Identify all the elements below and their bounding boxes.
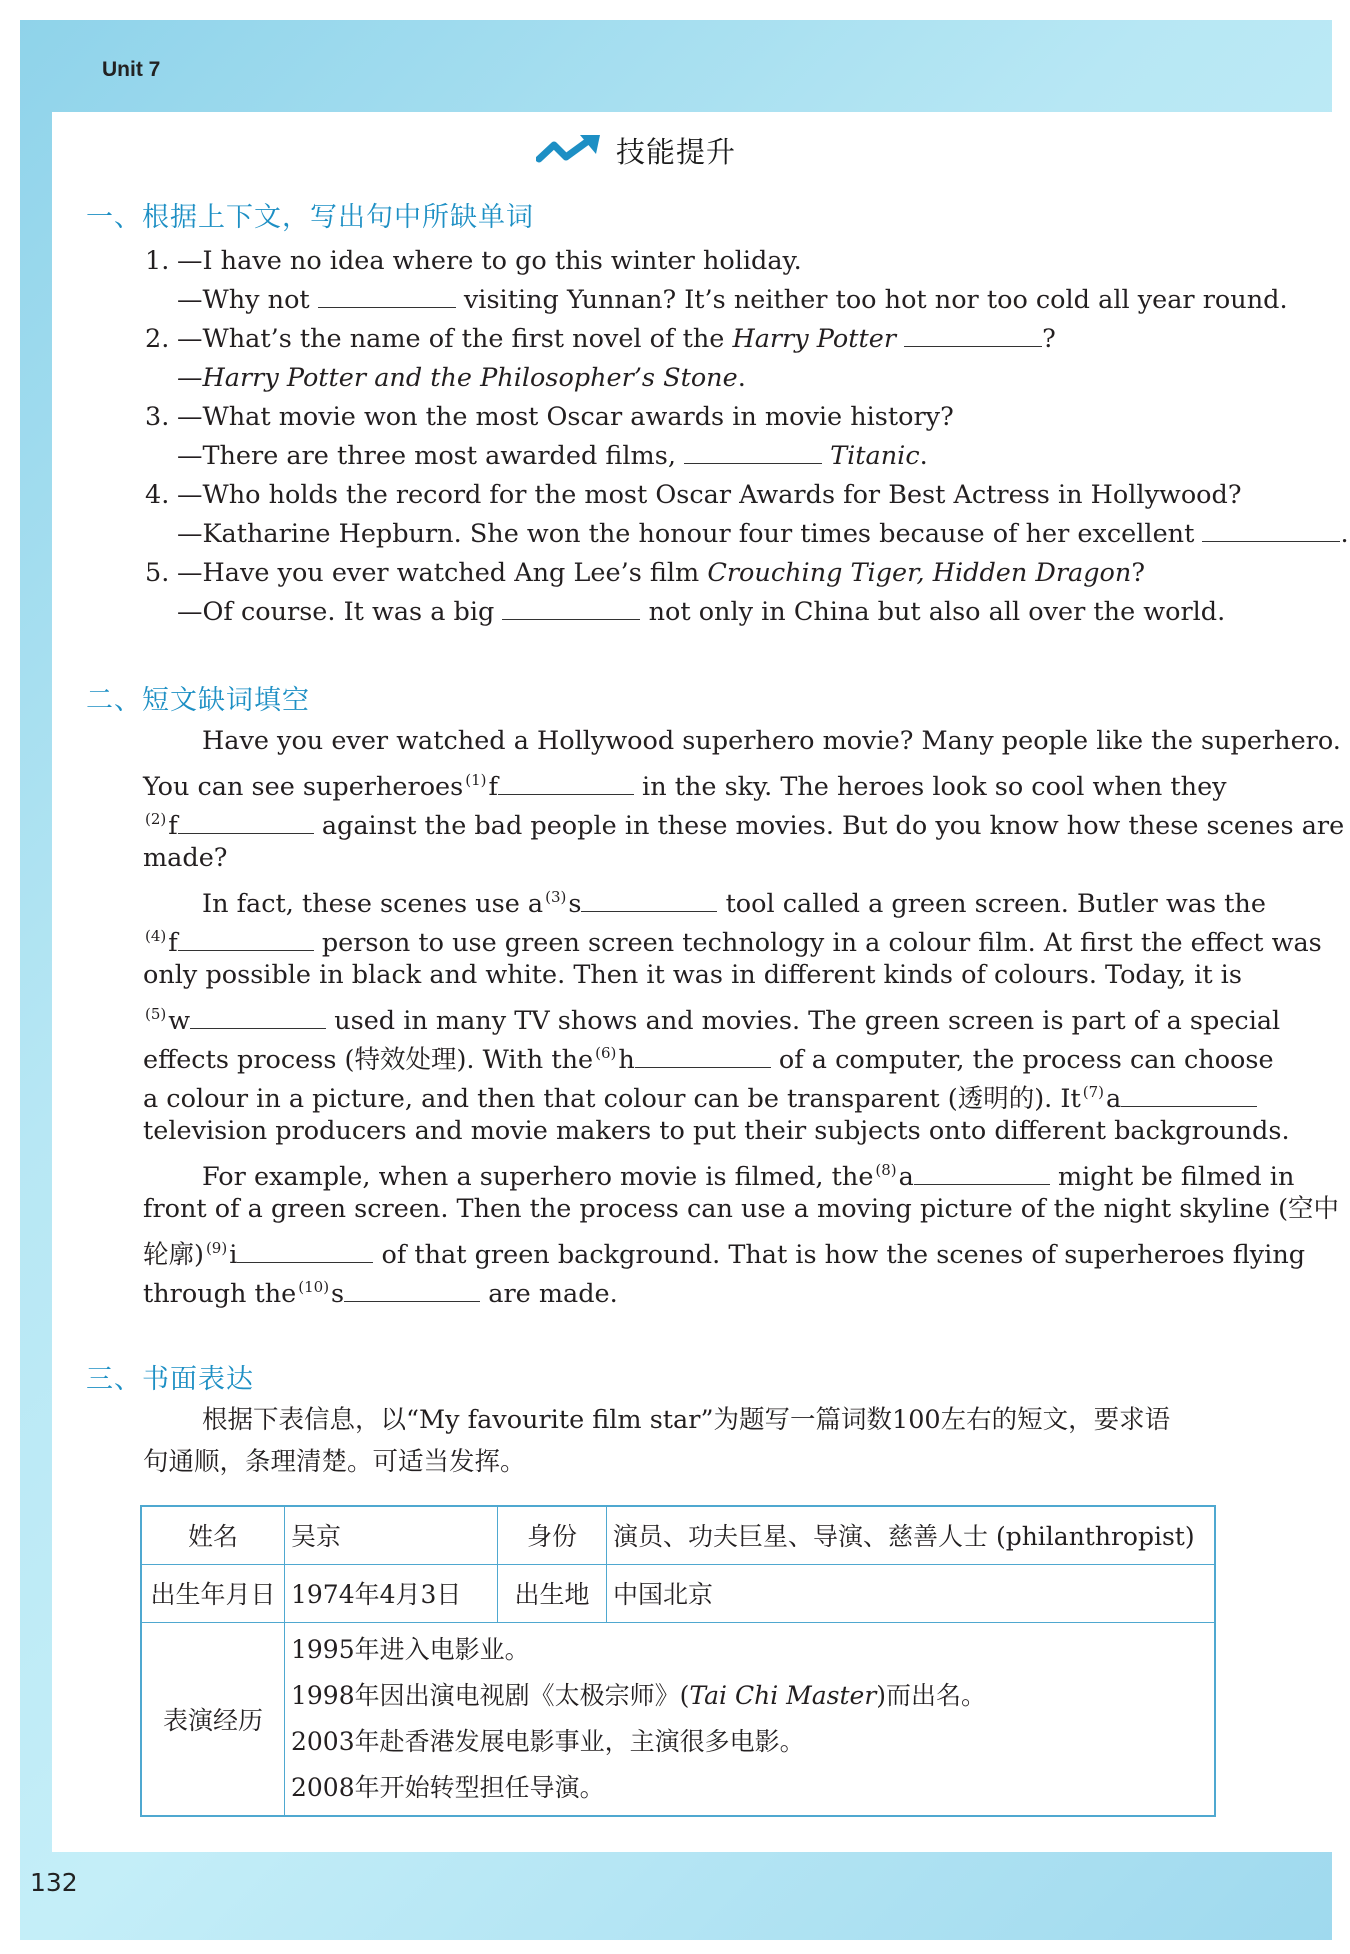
passage-line: made? — [143, 843, 228, 873]
passage-line: $^{(4)}$f person to use green screen technology in a colour film. At first the effect was — [145, 927, 1322, 958]
trend-arrow-icon — [536, 135, 602, 165]
part2-heading: 二、短文缺词填空 — [86, 685, 310, 716]
identity-label: 身份 — [498, 1506, 607, 1564]
answer-blank[interactable] — [502, 595, 640, 620]
part3-heading: 三、书面表达 — [86, 1364, 254, 1395]
name-value: 吴京 — [285, 1506, 498, 1564]
experience-label: 表演经历 — [141, 1622, 285, 1816]
q5-question: 5. —Have you ever watched Ang Lee’s film Crouching Tiger, Hidden Dragon? — [145, 558, 1145, 588]
table-row — [141, 1506, 1215, 1564]
table-row — [141, 1622, 1215, 1816]
answer-blank[interactable] — [237, 1238, 373, 1263]
passage-line: You can see superheroes $^{(1)}$f in the sky. The heroes look so cool when they — [143, 771, 1227, 802]
answer-blank[interactable] — [581, 887, 717, 912]
passage-line: front of a green screen. Then the process can use a moving picture of the night skyline (空中 — [143, 1194, 1340, 1224]
q1-question: 1. —I have no idea where to go this winter holiday. — [145, 246, 802, 276]
writing-instruction: 根据下表信息，以“My favourite film star”为题写一篇词数100左右的短文，要求语 — [202, 1405, 1171, 1435]
page-number: 132 — [30, 1868, 78, 1897]
q1-answer: —Why not visiting Yunnan? It’s neither too hot nor too cold all year round. — [177, 285, 1288, 315]
experience-list — [285, 1622, 1216, 1816]
passage-line: effects process (特效处理). With the $^{(6)}$h of a computer, the process can choose — [143, 1044, 1274, 1075]
passage-line: For example, when a superhero movie is filmed, the $^{(8)}$a might be filmed in — [202, 1161, 1295, 1192]
answer-blank[interactable] — [318, 283, 456, 308]
answer-blank[interactable] — [635, 1043, 771, 1068]
birth-value: 1974年4月3日 — [285, 1564, 498, 1622]
answer-blank[interactable] — [914, 1160, 1050, 1185]
q2-answer: —Harry Potter and the Philosopher’s Stone. — [177, 363, 746, 393]
q5-answer: —Of course. It was a big not only in China but also all over the world. — [177, 597, 1226, 627]
answer-blank[interactable] — [344, 1277, 480, 1302]
birth-label: 出生年月日 — [141, 1564, 285, 1622]
answer-blank[interactable] — [178, 926, 314, 951]
experience-item: 2003年赴香港发展电影事业，主演很多电影。 — [291, 1726, 805, 1756]
experience-item: 1998年因出演电视剧《太极宗师》(Tai Chi Master)而出名。 — [291, 1680, 987, 1710]
answer-blank[interactable] — [684, 439, 822, 464]
place-value: 中国北京 — [607, 1564, 1216, 1622]
answer-blank[interactable] — [1121, 1082, 1257, 1107]
answer-blank[interactable] — [178, 809, 314, 834]
passage-line: only possible in black and white. Then it was in different kinds of colours. Today, it is — [143, 960, 1242, 990]
table-row — [141, 1564, 1215, 1622]
identity-value: 演员、功夫巨星、导演、慈善人士 (philanthropist) — [607, 1506, 1216, 1564]
experience-item: 2008年开始转型担任导演。 — [291, 1772, 605, 1802]
info-table — [140, 1505, 1216, 1817]
q3-answer: —There are three most awarded films, Titanic. — [177, 441, 928, 471]
answer-blank[interactable] — [498, 770, 634, 795]
passage-line: 轮廓) $^{(9)}$i of that green background. That is how the scenes of superheroes flying — [143, 1239, 1306, 1270]
section-header — [536, 128, 736, 172]
q4-answer: —Katharine Hepburn. She won the honour four times because of her excellent . — [177, 519, 1349, 549]
answer-blank[interactable] — [904, 322, 1042, 347]
part1-heading: 一、根据上下文，写出句中所缺单词 — [86, 202, 534, 233]
q2-question: 2. —What’s the name of the first novel of the Harry Potter ? — [145, 324, 1056, 354]
passage-line: television producers and movie makers to put their subjects onto different backgrounds. — [143, 1116, 1290, 1146]
answer-blank[interactable] — [190, 1004, 326, 1029]
name-label: 姓名 — [141, 1506, 285, 1564]
q4-question: 4. —Who holds the record for the most Oscar Awards for Best Actress in Hollywood? — [145, 480, 1242, 510]
q3-question: 3. —What movie won the most Oscar awards in movie history? — [145, 402, 954, 432]
passage-line: $^{(5)}$w used in many TV shows and movies. The green screen is part of a special — [145, 1005, 1281, 1036]
writing-instruction: 句通顺，条理清楚。可适当发挥。 — [143, 1447, 526, 1477]
answer-blank[interactable] — [1202, 517, 1340, 542]
passage-line: $^{(2)}$f against the bad people in these movies. But do you know how these scenes are — [145, 810, 1345, 841]
section-title: 技能提升 — [616, 134, 737, 169]
passage-line: a colour in a picture, and then that colour can be transparent (透明的). It $^{(7)}$a — [143, 1075, 1257, 1116]
experience-item: 1995年进入电影业。 — [291, 1634, 530, 1664]
passage-line: through the $^{(10)}$s are made. — [143, 1278, 618, 1309]
passage-line: Have you ever watched a Hollywood superhero movie? Many people like the superhero. — [202, 726, 1341, 756]
unit-label: Unit 7 — [102, 58, 161, 81]
passage-line: In fact, these scenes use a $^{(3)}$s tool called a green screen. Butler was the — [202, 888, 1266, 919]
place-label: 出生地 — [498, 1564, 607, 1622]
